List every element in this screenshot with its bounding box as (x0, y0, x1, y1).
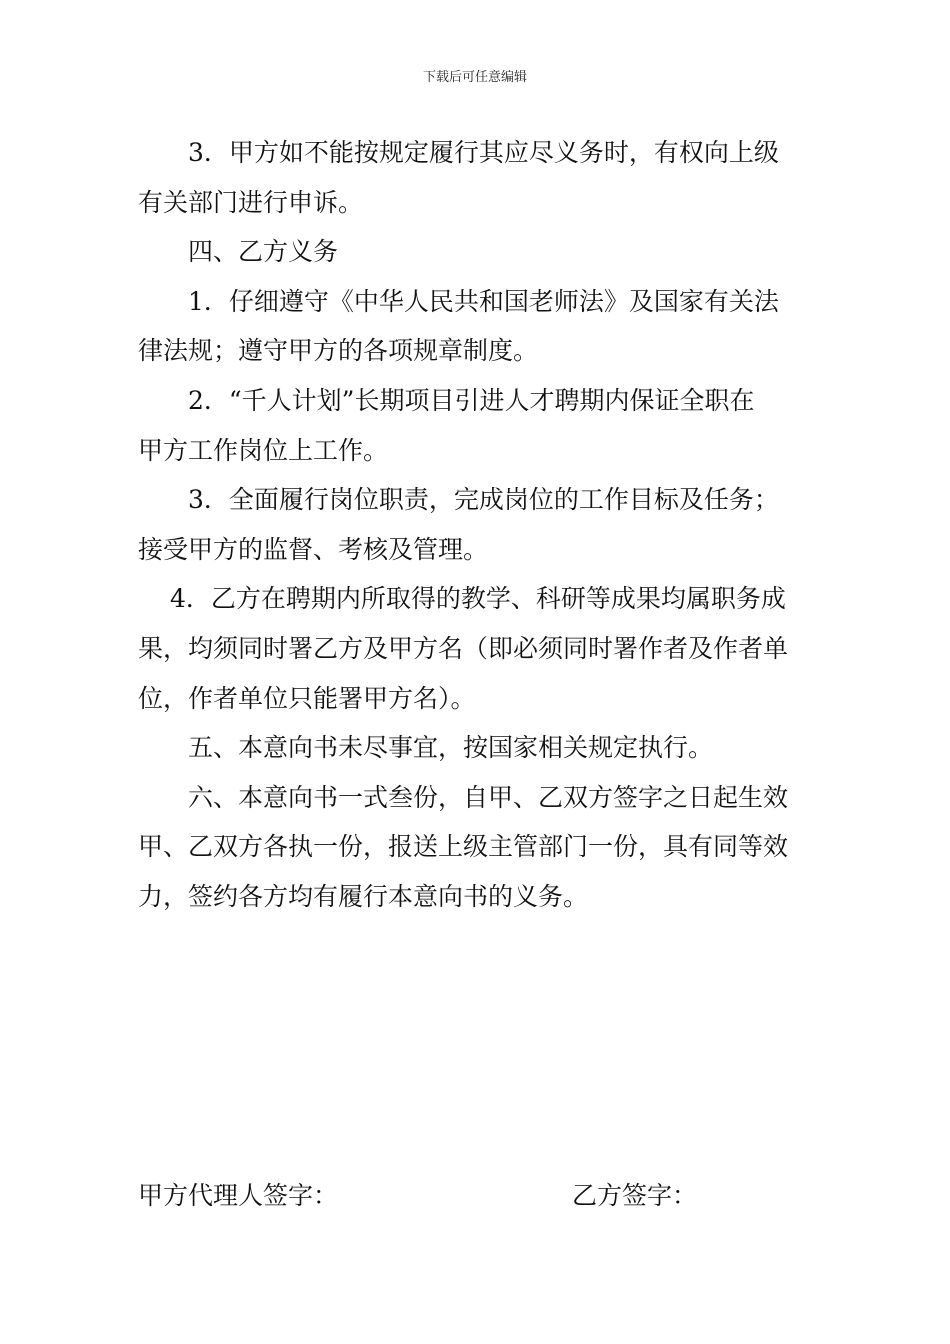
clause-1-line-1: 1．仔细遵守《中华人民共和国老师法》及国家有关法 (188, 286, 779, 316)
party-a-agent-signature-label: 甲方代理人签字： (138, 1181, 339, 1210)
clause-3-party-a-line-2: 有关部门进行申诉。 (138, 187, 364, 217)
section-6-line-3: 力，签约各方均有履行本意向书的义务。 (138, 881, 589, 911)
clause-3-party-a-line-1: 3．甲方如不能按规定履行其应尽义务时，有权向上级 (188, 138, 779, 167)
clause-2-line-2: 甲方工作岗位上工作。 (138, 435, 389, 465)
section-5-line: 五、本意向书未尽事宜，按国家相关规定执行。 (188, 733, 714, 763)
section-4-heading: 四、乙方义务 (188, 237, 339, 267)
section-6-line-2: 甲、乙双方各执一份，报送上级主管部门一份，具有同等效 (138, 832, 789, 862)
clause-4-line-3: 位，作者单位只能署甲方名）。 (138, 683, 476, 713)
clause-4-line-1: 4．乙方在聘期内所取得的教学、科研等成果均属职务成 (170, 584, 786, 614)
party-b-signature-label: 乙方签字： (572, 1181, 698, 1210)
document-body (138, 128, 812, 922)
section-6-line-1: 六、本意向书一式叁份，自甲、乙双方签字之日起生效 (188, 782, 789, 812)
clause-1-line-2: 律法规；遵守甲方的各项规章制度。 (138, 336, 539, 366)
clause-2-line-1: 2．“千人计划”长期项目引进人才聘期内保证全职在 (188, 385, 755, 415)
page-header-note: 下载后可任意编辑 (422, 70, 527, 85)
clause-4-line-2: 果，均须同时署乙方及甲方名（即必须同时署作者及作者单 (138, 633, 789, 663)
clause-3-line-1: 3．全面履行岗位职责，完成岗位的工作目标及任务； (188, 485, 779, 515)
clause-3-line-2: 接受甲方的监督、考核及管理。 (138, 534, 489, 564)
